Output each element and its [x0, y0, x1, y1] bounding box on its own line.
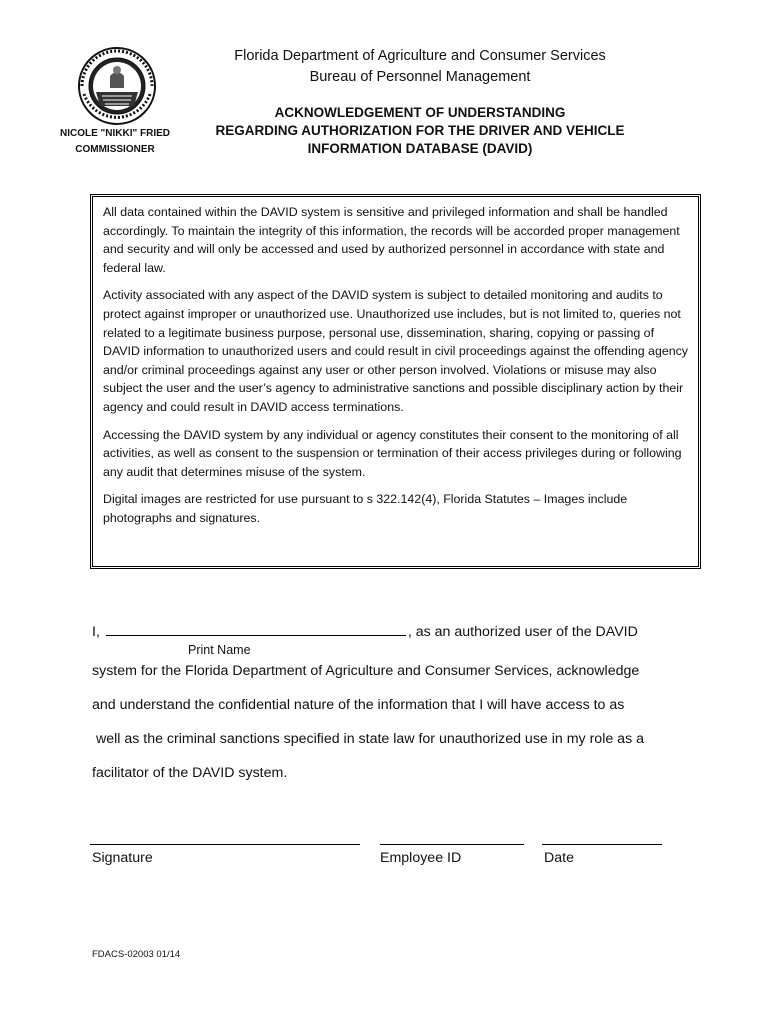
print-name-field[interactable]	[106, 622, 406, 636]
document-title	[185, 104, 655, 158]
notice-paragraph: Activity associated with any aspect of the DAVID system is subject to detailed monitoring and audits to protect against improper or unauthorized use. Unauthorized use includes, but is not limited to, queries not related to a legitimate business purpose, personal use, dissemination, sharing, copying or passing of DAVID information to unauthorized users and could result in civil proceedings against the offending agency and/or criminal proceedings against any user or other person involved. Violations or misuse may also subject the user and the user’s agency to administrative sanctions and possible disciplinary action by their agency and could result in DAVID access terminations.	[103, 288, 689, 414]
notice-box	[92, 196, 699, 567]
title-line: INFORMATION DATABASE (DAVID)	[307, 141, 533, 156]
notice-paragraph: Digital images are restricted for use pursuant to s 322.142(4), Florida Statutes – Images include photographs and signatures.	[103, 492, 628, 525]
date-field[interactable]	[542, 844, 662, 845]
acknowledgement-line: system for the Florida Department of Agriculture and Consumer Services, acknowledge	[92, 663, 640, 679]
ack-suffix: , as an authorized user of the DAVID	[407, 624, 638, 640]
date-label: Date	[544, 850, 574, 866]
acknowledgement-line: and understand the confidential nature of the information that I will have access to as	[92, 697, 625, 713]
title-line: ACKNOWLEDGEMENT OF UNDERSTANDING	[274, 105, 566, 120]
acknowledgement-line: facilitator of the DAVID system.	[92, 765, 288, 781]
acknowledgement-line: well as the criminal sanctions specified in state law for unauthorized use in my role as a	[92, 731, 645, 747]
notice-paragraph: Accessing the DAVID system by any individual or agency constitutes their consent to the monitoring of all activities, as well as consent to the suspension or termination of their access privileges during or following any audit that determines misuse of the system.	[103, 427, 682, 479]
form-code: FDACS-02003 01/14	[92, 949, 181, 960]
ack-prefix: I,	[92, 624, 100, 640]
print-name-label: Print Name	[188, 643, 251, 657]
notice-paragraph: All data contained within the DAVID system is sensitive and privileged information and shall be handled accordingly. To maintain the integrity of this information, the records will be accorded proper management and security and will only be accessed and used by authorized personnel in accordance with state and federal law.	[103, 205, 680, 275]
acknowledgement-first-line	[92, 622, 638, 641]
employee-id-label: Employee ID	[380, 850, 462, 866]
bureau-name: Bureau of Personnel Management	[309, 69, 531, 85]
signature-field[interactable]	[90, 844, 360, 845]
signature-label: Signature	[92, 850, 153, 866]
agency-header	[185, 46, 655, 88]
agency-name: Florida Department of Agriculture and Consumer Services	[234, 48, 606, 64]
commissioner-title: COMMISSIONER	[75, 144, 155, 155]
title-line: REGARDING AUTHORIZATION FOR THE DRIVER AND VEHICLE	[215, 123, 625, 138]
employee-id-field[interactable]	[380, 844, 524, 845]
commissioner-block	[40, 126, 190, 158]
department-seal	[72, 46, 162, 126]
commissioner-name: NICOLE "NIKKI" FRIED	[59, 128, 171, 139]
